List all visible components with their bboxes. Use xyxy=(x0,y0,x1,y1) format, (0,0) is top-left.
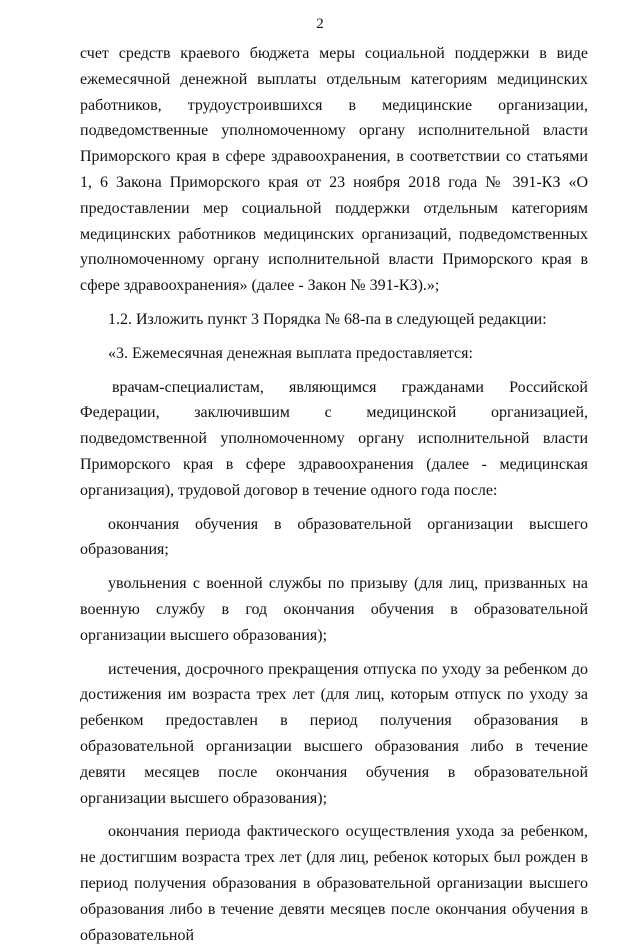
paragraph-parental-leave: истечения, досрочного прекращения отпуска по уходу за ребенком до достижения им возраста трех лет (для лиц, которым отпуск по уходу за ребенком предоставлен в период получения образования в образовательной организации высшего образования либо в течение девяти месяцев после окончания обучения в образовательной организации высшего образования); xyxy=(80,660,588,807)
paragraph-doctors: врачам-специалистам, являющимся гражданами Российской Федерации, заключившим с медицинской организацией, подведомственной уполномоченному органу исполнительной власти Приморского края в сфере здравоохранения (далее - медицинская организация), трудовой договор в течение одного года после: xyxy=(80,378,588,499)
paragraph-graduation: окончания обучения в образовательной организации высшего образования; xyxy=(80,515,588,559)
paragraph-continuation: счет средств краевого бюджета меры социальной поддержки в виде ежемесячной денежной выплаты отдельным категориям медицинских работников, трудоустроившихся в медицинские организации, подведомственные уполномоченному органу исполнительной власти Приморского края в сфере здравоохранения, в соответствии со статьями 1, 6 Закона Приморского края от 23 ноября 2018 года № 391-КЗ «О предоставлении мер социальной поддержки отдельным категориям медицинских работников медицинских организаций, подведомственных уполномоченному органу исполнительной власти Приморского края в сфере здравоохранения» (далее - Закон № 391-КЗ).»; xyxy=(80,45,588,295)
paragraph-item-1-2: 1.2. Изложить пункт 3 Порядка № 68-па в следующей редакции: xyxy=(108,310,547,328)
paragraph-point-3: «3. Ежемесячная денежная выплата предоставляется: xyxy=(108,344,473,362)
document-body xyxy=(80,41,588,948)
paragraph-military: увольнения с военной службы по призыву (для лиц, призванных на военную службу в год окончания обучения в образовательной организации высшего образования); xyxy=(80,575,588,644)
paragraph-child-care: окончания периода фактического осуществления ухода за ребенком, не достигшим возраста трех лет (для лиц, ребенок которых был рожден в период получения образования в образовательной организации высшего образования либо в течение девяти месяцев после окончания обучения в образовательной xyxy=(80,823,588,944)
page-number: 2 xyxy=(316,16,324,32)
